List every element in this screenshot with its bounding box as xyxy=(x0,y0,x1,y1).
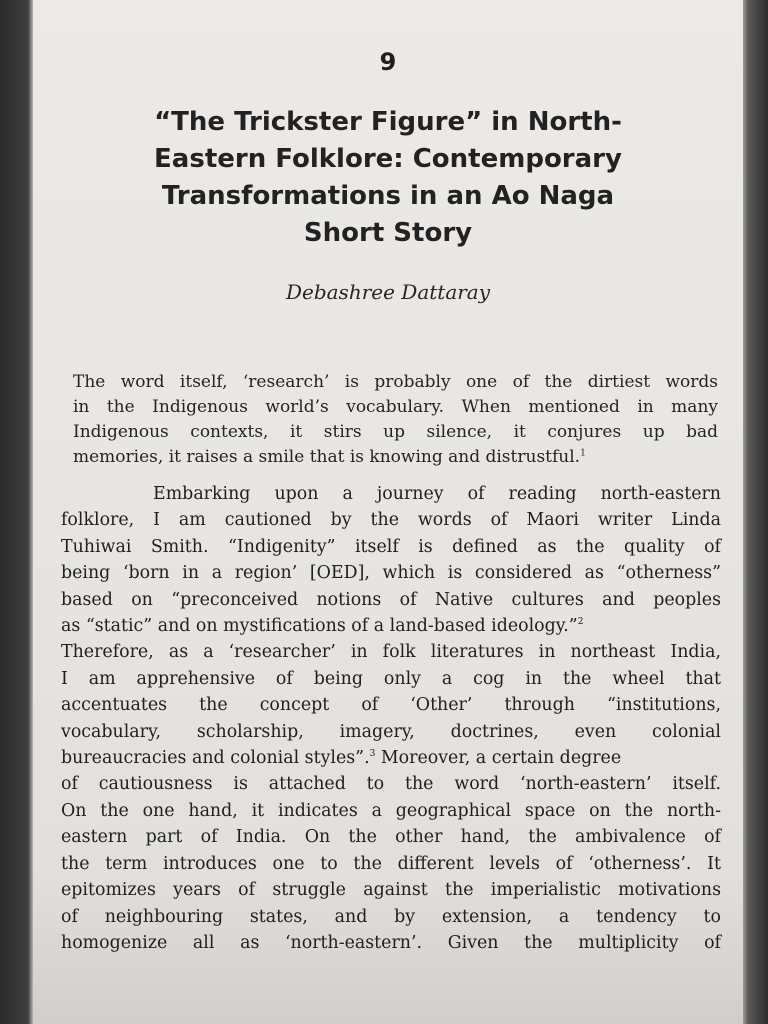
body-line: I am apprehensive of being only a cog in the wheel that xyxy=(61,668,721,689)
epigraph-line: in the Indigenous world’s vocabulary. When mentioned in many xyxy=(73,397,718,417)
title-line: Transformations in an Ao Naga xyxy=(161,181,615,211)
body-line: On the one hand, it indicates a geographical space on the north- xyxy=(61,800,721,821)
body-line: Embarking upon a journey of reading north-eastern xyxy=(153,484,721,504)
body-line: homogenize all as ‘north-eastern’. Given the multiplicity of xyxy=(61,932,721,953)
footnote-marker: 3 xyxy=(369,749,376,760)
body-line: epitomizes years of struggle against the imperialistic motivations xyxy=(61,880,721,901)
body-line: folklore, I am cautioned by the words of Maori writer Linda xyxy=(61,510,721,531)
title-line: Eastern Folklore: Contemporary xyxy=(154,144,622,174)
book-page xyxy=(33,0,743,1024)
body-line: eastern part of India. On the other hand, the ambivalence of xyxy=(61,827,721,848)
chapter-title xyxy=(93,104,683,252)
title-line: “The Trickster Figure” in North- xyxy=(154,107,622,137)
author-name: Debashree Dattaray xyxy=(285,280,491,304)
body-line: vocabulary, scholarship, imagery, doctrines, even colonial xyxy=(61,721,721,742)
epigraph-line-last xyxy=(73,445,718,470)
body-line: of neighbouring states, and by extension, a tendency to xyxy=(61,906,721,927)
body-line: of cautiousness is attached to the word ‘north-eastern’ itself. xyxy=(61,774,721,795)
body-line: the term introduces one to the different levels of ‘otherness’. It xyxy=(61,853,721,874)
epigraph-line: The word itself, ‘research’ is probably one of the dirtiest words xyxy=(73,372,718,392)
body-line-continuation: Moreover, a certain degree xyxy=(375,748,622,769)
epigraph-line: Indigenous contexts, it stirs up silence, it conjures up bad xyxy=(73,422,718,442)
body-line-with-footnote xyxy=(61,745,721,771)
body-line-with-footnote xyxy=(61,613,721,639)
body-line: Therefore, as a ‘researcher’ in folk literatures in northeast India, xyxy=(61,642,721,663)
body-line: bureaucracies and colonial styles”. xyxy=(61,748,370,769)
body-line: Tuhiwai Smith. “Indigenity” itself is defined as the quality of xyxy=(61,536,721,557)
chapter-number: 9 xyxy=(379,48,397,76)
footnote-marker: 2 xyxy=(577,617,584,628)
body-text xyxy=(61,481,721,956)
epigraph-line: memories, it raises a smile that is knowing and distrustful. xyxy=(73,447,581,467)
epigraph xyxy=(73,370,718,470)
body-line: being ‘born in a region’ [OED], which is considered as “otherness” xyxy=(61,563,721,584)
body-line: based on “preconceived notions of Native cultures and peoples xyxy=(61,589,721,610)
title-line: Short Story xyxy=(303,218,473,248)
footnote-marker: 1 xyxy=(580,448,586,459)
body-line: accentuates the concept of ‘Other’ through “institutions, xyxy=(61,695,721,716)
body-line: as “static” and on mystifications of a land-based ideology.” xyxy=(61,616,578,637)
